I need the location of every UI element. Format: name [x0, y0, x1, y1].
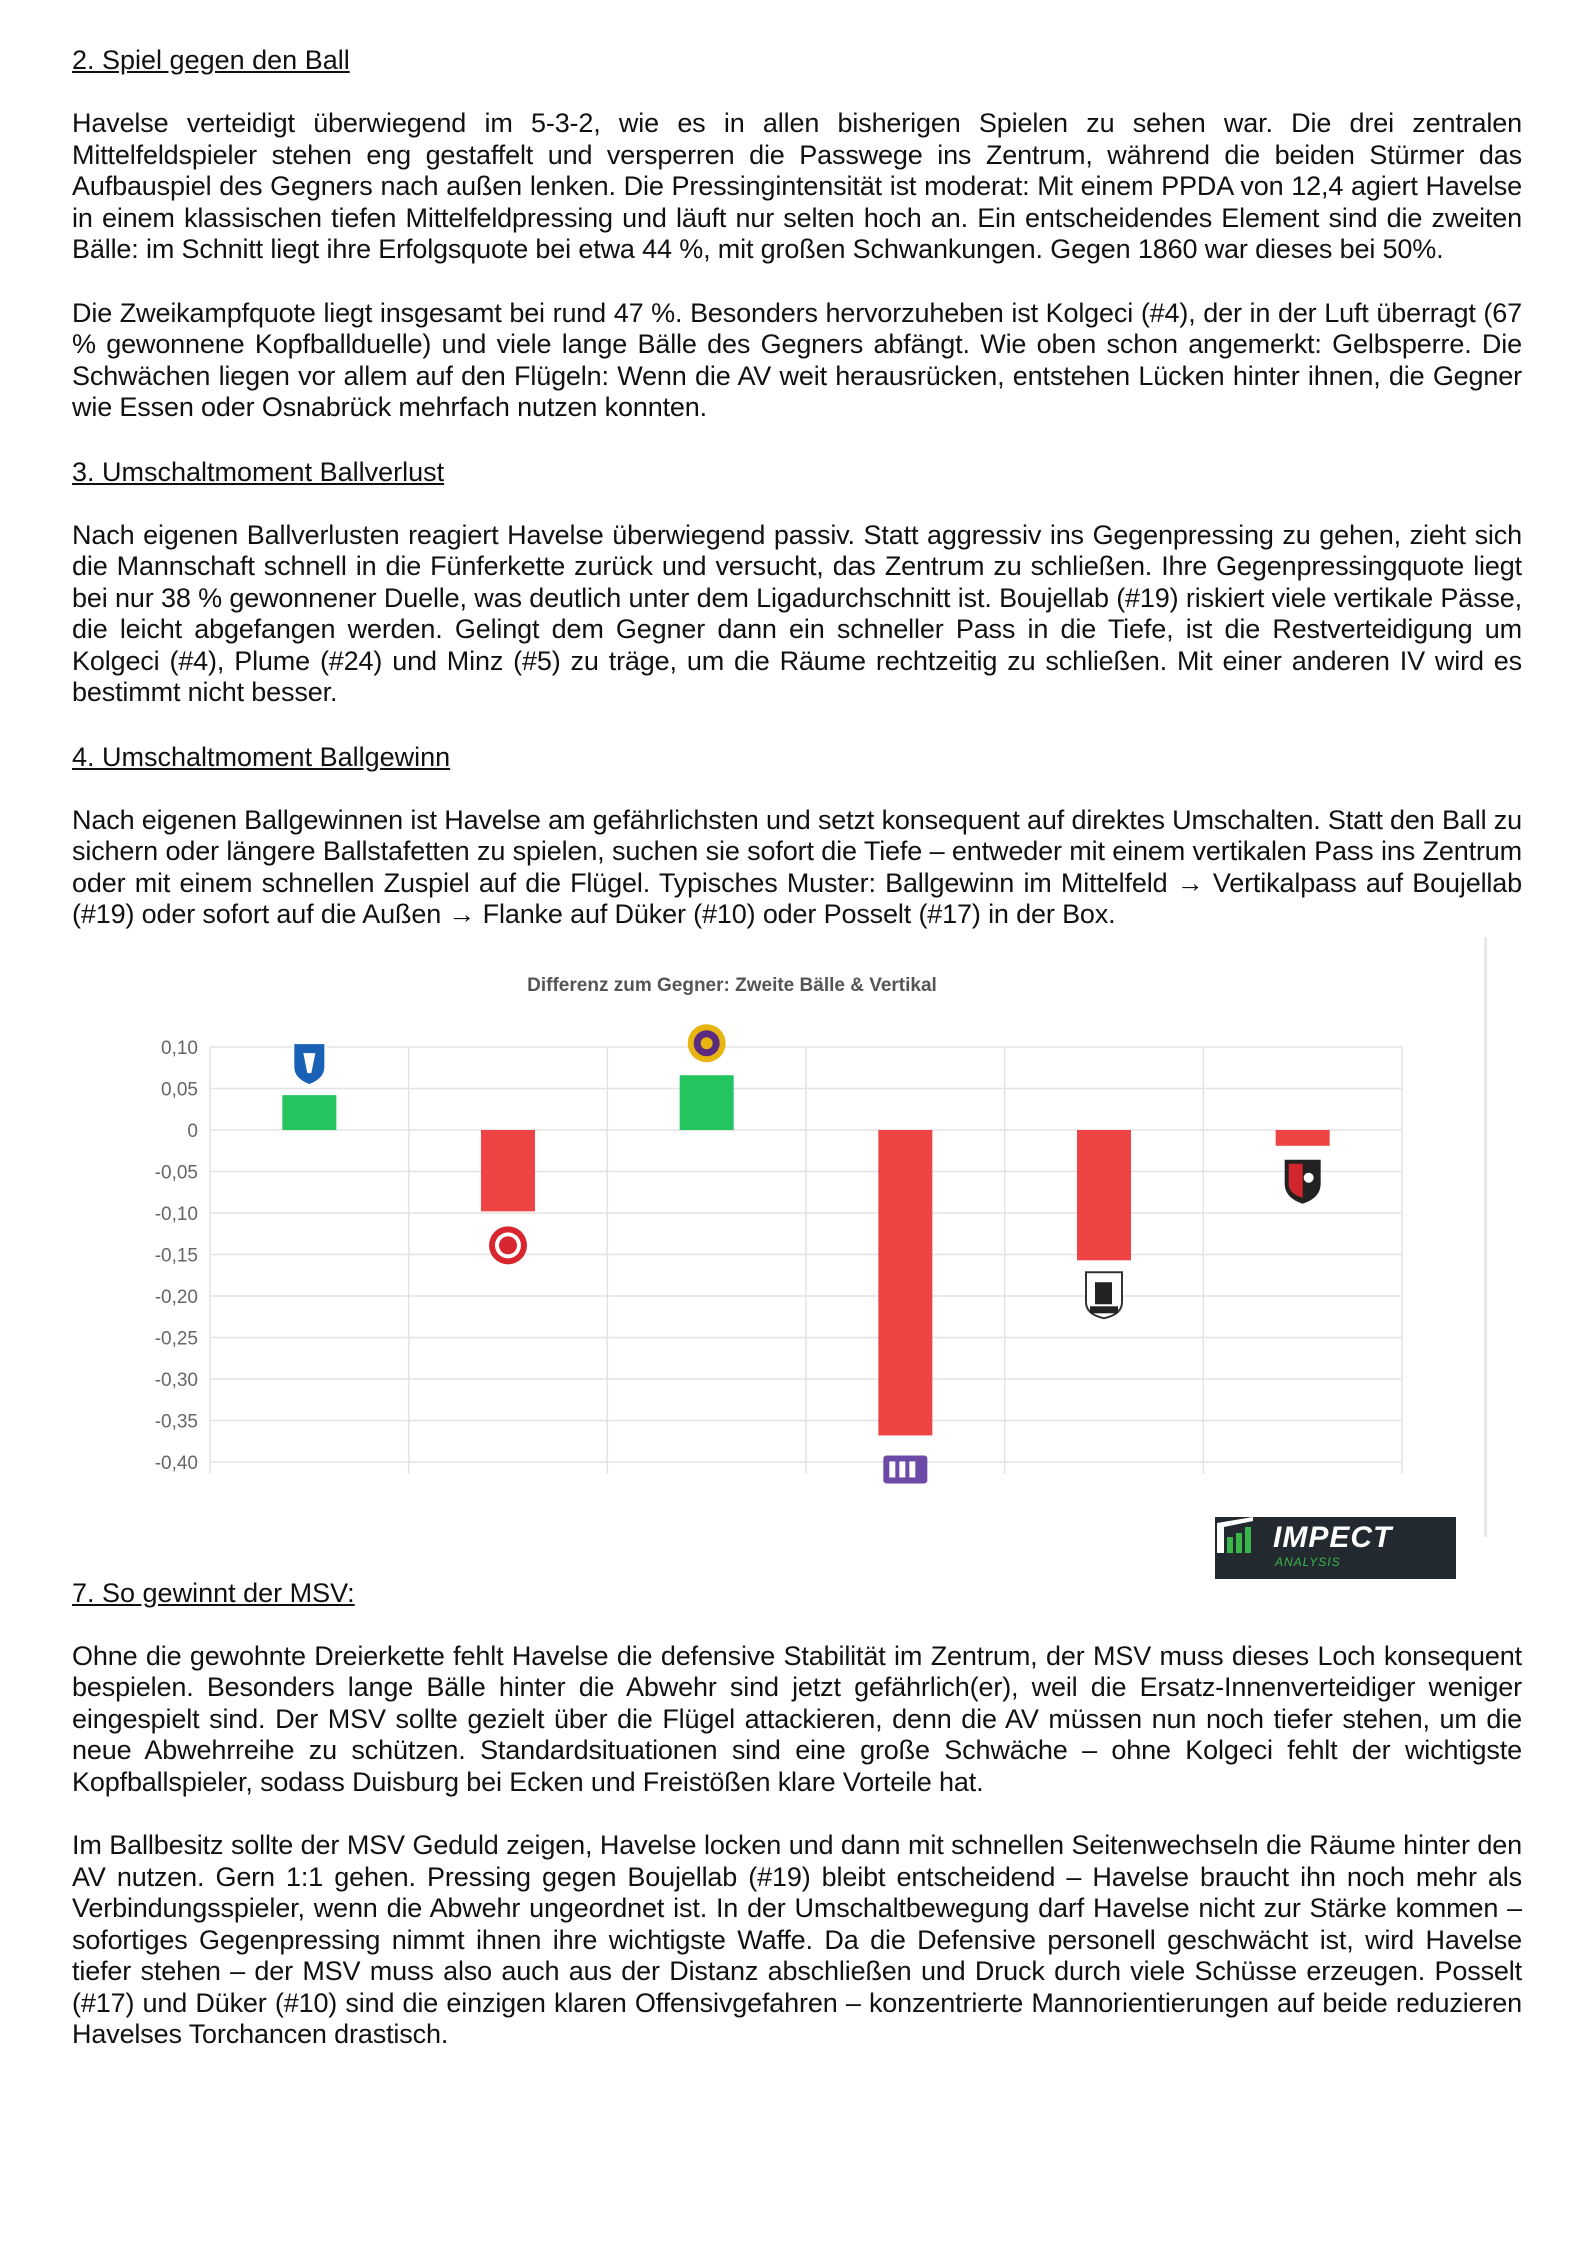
y-tick-label: -0,10 — [154, 1203, 198, 1225]
vfl-osnabrueck-logo-icon — [883, 1455, 927, 1483]
hoffenheim-logo-icon — [293, 1043, 325, 1085]
y-tick-label: 0 — [187, 1120, 198, 1142]
y-tick-label: -0,30 — [154, 1369, 198, 1391]
bar-2 — [481, 1130, 535, 1211]
y-tick-label: 0,10 — [161, 1037, 198, 1059]
y-tick-label: -0,25 — [154, 1328, 198, 1349]
erzgebirge-aue-logo-icon — [688, 1024, 726, 1062]
bar-1 — [282, 1095, 336, 1130]
paragraph: Nach eigenen Ballverlusten reagiert Havelse überwiegend passiv. Statt aggressiv ins Gegenpressing zu gehen, zieht sich die Mannschaft schnell in die Fünferkette zurück und versucht, das Zentrum zu schließen. Ihre Gegenpressingquote liegt bei nur 38 % gewonnener Duelle, was deutlich unter dem Ligadurchschnitt ist. Boujellab (#19) riskiert viele vertikale Pässe, die leicht abgefangen werden. Gelingt dem Gegner dann ein schneller Pass in die Tiefe, ist die Restverteidigung um Kolgeci (#4), Plume (#24) und Minz (#5) zu träge, um die Räume rechtzeitig zu schließen. Mit einer anderen IV wird es bestimmt nicht besser. — [72, 519, 1522, 707]
bar-3 — [680, 1075, 734, 1130]
y-tick-label: -0,20 — [154, 1286, 198, 1308]
section-heading-ballgewinn: 4. Umschaltmoment Ballgewinn — [72, 741, 451, 772]
section-heading-spiel-gegen-den-ball: 2. Spiel gegen den Ball — [72, 45, 350, 75]
fc-ingolstadt-logo-icon — [1285, 1159, 1321, 1203]
brand-title: IMPECT — [1273, 1520, 1393, 1554]
bar-6 — [1276, 1130, 1330, 1146]
chart-svg — [72, 937, 1522, 1537]
brand-subtitle: ANALYSIS — [1275, 1554, 1341, 1569]
paragraph: Havelse verteidigt überwiegend im 5-3-2, wie es in allen bisherigen Spielen zu sehen war. Die drei zentralen Mittelfeldspieler stehen eng gestaffelt und versperren die Passwege ins Zentrum, während die beiden Stürmer das Aufbauspiel des Gegners nach außen lenken. Die Pressingintensität ist moderat: Mit einem PPDA von 12,4 agiert Havelse in einem klassischen tiefen Mittelfeldpressing und läuft nur selten hoch an. Ein entscheidendes Element sind die zweiten Bälle: im Schnitt liegt ihre Erfolgsquote bei etwa 44 %, mit großen Schwankungen. Gegen 1860 war dieses bei 50%. — [72, 108, 1522, 264]
y-tick-label: -0,05 — [154, 1162, 198, 1183]
paragraph: Ohne die gewohnte Dreierkette fehlt Havelse die defensive Stabilität im Zentrum, der MSV muss dieses Loch konsequent bespielen. Besonders lange Bälle hinter die Abwehr sind jetzt gefährlich(er), weil die Ersatz-Innenverteidiger weniger eingespielt sind. Der MSV sollte gezielt über die Flügel attackieren, denn die AV müssen nun noch tiefer stehen, um die neue Abwehrreihe zu schützen. Standardsituationen sind eine große Schwäche – ohne Kolgeci fehlt der wichtigste Kopfballspieler, sodass Duisburg bei Ecken und Freistößen klare Vorteile hat. — [72, 1640, 1522, 1797]
paragraph: Im Ballbesitz sollte der MSV Geduld zeigen, Havelse locken und dann mit schnellen Seitenwechseln die Räume hinter den AV nutzen. Gern 1:1 gehen. Pressing gegen Boujellab (#19) bleibt entscheidend – Havelse braucht ihn noch mehr als Verbindungsspieler, wenn die Abwehr ungeordnet ist. In der Umschaltbewegung darf Havelse nicht zur Stärke kommen – sofortiges Gegenpressing nimmt ihnen ihre wichtigste Waffe. Da die Defensive personell geschwächt ist, wird Havelse tiefer stehen – der MSV muss also auch aus der Distanz abschließen und Druck durch viele Schüsse erzeugen. Posselt (#17) und Düker (#10) sind die einzigen klaren Offensivgefahren – konzentrierte Mannorientierungen auf beide reduzieren Havelses Torchancen drastisch. — [72, 1830, 1522, 2049]
section-heading-so-gewinnt-der-msv: 7. So gewinnt der MSV: — [72, 1577, 355, 1608]
tsv-1860-logo-icon — [1086, 1272, 1122, 1318]
y-tick-label: -0,40 — [154, 1452, 198, 1474]
section-heading-ballverlust: 3. Umschaltmoment Ballverlust — [72, 456, 445, 487]
bar-chart — [72, 937, 1522, 1577]
paragraph: Nach eigenen Ballgewinnen ist Havelse am gefährlichsten und setzt konsequent auf direktes Umschalten. Statt den Ball zu sichern oder längere Ballstafetten zu spielen, suchen sie sofort die Tiefe – entweder mit einem vertikalen Pass ins Zentrum oder mit einem schnellen Zuspiel auf die Flügel. Typisches Muster: Ballgewinn im Mittelfeld → Vertikalpass auf Boujellab (#19) oder sofort auf die Außen → Flanke auf Düker (#10) oder Posselt (#17) in der Box. — [72, 804, 1522, 929]
document-page — [72, 44, 1522, 2051]
bar-5 — [1077, 1130, 1131, 1260]
paragraph: Die Zweikampfquote liegt insgesamt bei rund 47 %. Besonders hervorzuheben ist Kolgeci (#4), der in der Luft überragt (67 % gewonnene Kopfballduelle) und viele lange Bälle des Gegners abfängt. Wie oben schon angemerkt: Gelbsperre. Die Schwächen liegen vor allem auf den Flügeln: Wenn die AV weit herausrücken, entstehen Lücken hinter ihnen, die Gegner wie Essen oder Osnabrück mehrfach nutzen konnten. — [72, 297, 1522, 422]
chart-title: Differenz zum Gegner: Zweite Bälle & Vertikal — [527, 974, 937, 996]
y-tick-label: 0,05 — [161, 1079, 198, 1100]
bar-4 — [878, 1130, 932, 1435]
impect-bars-icon — [1215, 1517, 1255, 1555]
impect-analysis-logo — [1215, 1517, 1456, 1579]
y-tick-label: -0,35 — [154, 1411, 198, 1432]
rot-weiss-essen-logo-icon — [489, 1226, 527, 1264]
chart-divider — [1484, 937, 1487, 1537]
y-tick-label: -0,15 — [154, 1245, 198, 1266]
